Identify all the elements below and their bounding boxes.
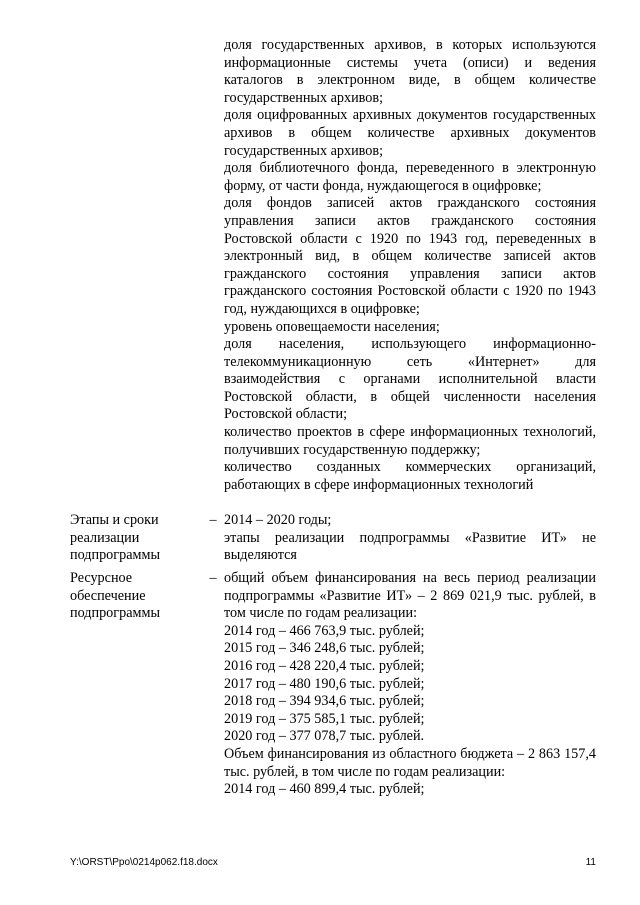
stages-dash: – — [209, 512, 217, 528]
stages-body — [224, 512, 596, 565]
funding-year-line: 2015 год – 346 248,6 тыс. рублей; — [224, 640, 425, 657]
resources-dash: – — [209, 570, 217, 586]
resources-paragraph: общий объем финансирования на весь период реализации подпрограммы «Развитие ИТ» – 2 869 021,9 тыс. рублей, в том числе по годам реализации: — [224, 570, 596, 622]
indicator-paragraph: доля населения, использующего информационно-телекоммуникационную сеть «Интернет» для взаимодействия с органами исполнительной власти Ростовской области, в общей численности населения Ростовской области; — [224, 336, 596, 423]
funding-year-line: 2014 год – 460 899,4 тыс. рублей; — [224, 781, 425, 798]
indicator-paragraph: количество проектов в сфере информационных технологий, получивших государственную поддержку; — [224, 424, 596, 458]
indicator-paragraph: доля библиотечного фонда, переведенного в электронную форму, от части фонда, нуждающегося в оцифровке; — [224, 160, 596, 194]
funding-year-line: 2017 год – 480 190,6 тыс. рублей; — [224, 675, 425, 692]
stages-paragraph: этапы реализации подпрограммы «Развитие ИТ» не выделяются — [224, 529, 596, 564]
footer-file-path: Y:\ORST\Ppo\0214p062.f18.docx — [70, 857, 218, 868]
funding-year-line: 2014 год – 466 763,9 тыс. рублей; — [224, 622, 425, 639]
indicator-paragraph: уровень оповещаемости населения; — [224, 318, 440, 335]
indicators-continuation — [224, 37, 596, 494]
funding-year-line: 2016 год – 428 220,4 тыс. рублей; — [224, 657, 425, 674]
indicator-paragraph: количество созданных коммерческих организаций, работающих в сфере информационных технологий — [224, 459, 596, 493]
resources-label: Ресурсное обеспечение подпрограммы — [70, 570, 160, 622]
footer-page-number: 11 — [585, 857, 596, 868]
indicator-paragraph: доля фондов записей актов гражданского состояния управления записи актов гражданского состояния Ростовской области с 1920 по 1943 год, переведенных в электронный вид, в общем количестве записей актов гражданского состояния управления записи актов гражданского состояния Ростовской области с 1920 по 1943 год, нуждающихся в оцифровке; — [224, 195, 596, 317]
funding-year-line: 2020 год – 377 078,7 тыс. рублей. — [224, 728, 425, 745]
resources-body — [224, 570, 596, 799]
stages-label: Этапы и сроки реализации подпрограммы — [70, 512, 160, 564]
stages-paragraph: 2014 – 2020 годы; — [224, 512, 332, 528]
indicator-paragraph: доля государственных архивов, в которых используются информационные системы учета (описи) и ведения каталогов в электронном виде, в общем количестве государственных архивов; — [224, 37, 596, 106]
regional-budget-paragraph: Объем финансирования из областного бюджета – 2 863 157,4 тыс. рублей, в том числе по годам реализации: — [224, 745, 596, 780]
funding-year-line: 2019 год – 375 585,1 тыс. рублей; — [224, 710, 425, 727]
indicator-paragraph: доля оцифрованных архивных документов государственных архивов в общем количестве архивных документов государственных архивов; — [224, 107, 596, 159]
funding-year-line: 2018 год – 394 934,6 тыс. рублей; — [224, 693, 425, 710]
